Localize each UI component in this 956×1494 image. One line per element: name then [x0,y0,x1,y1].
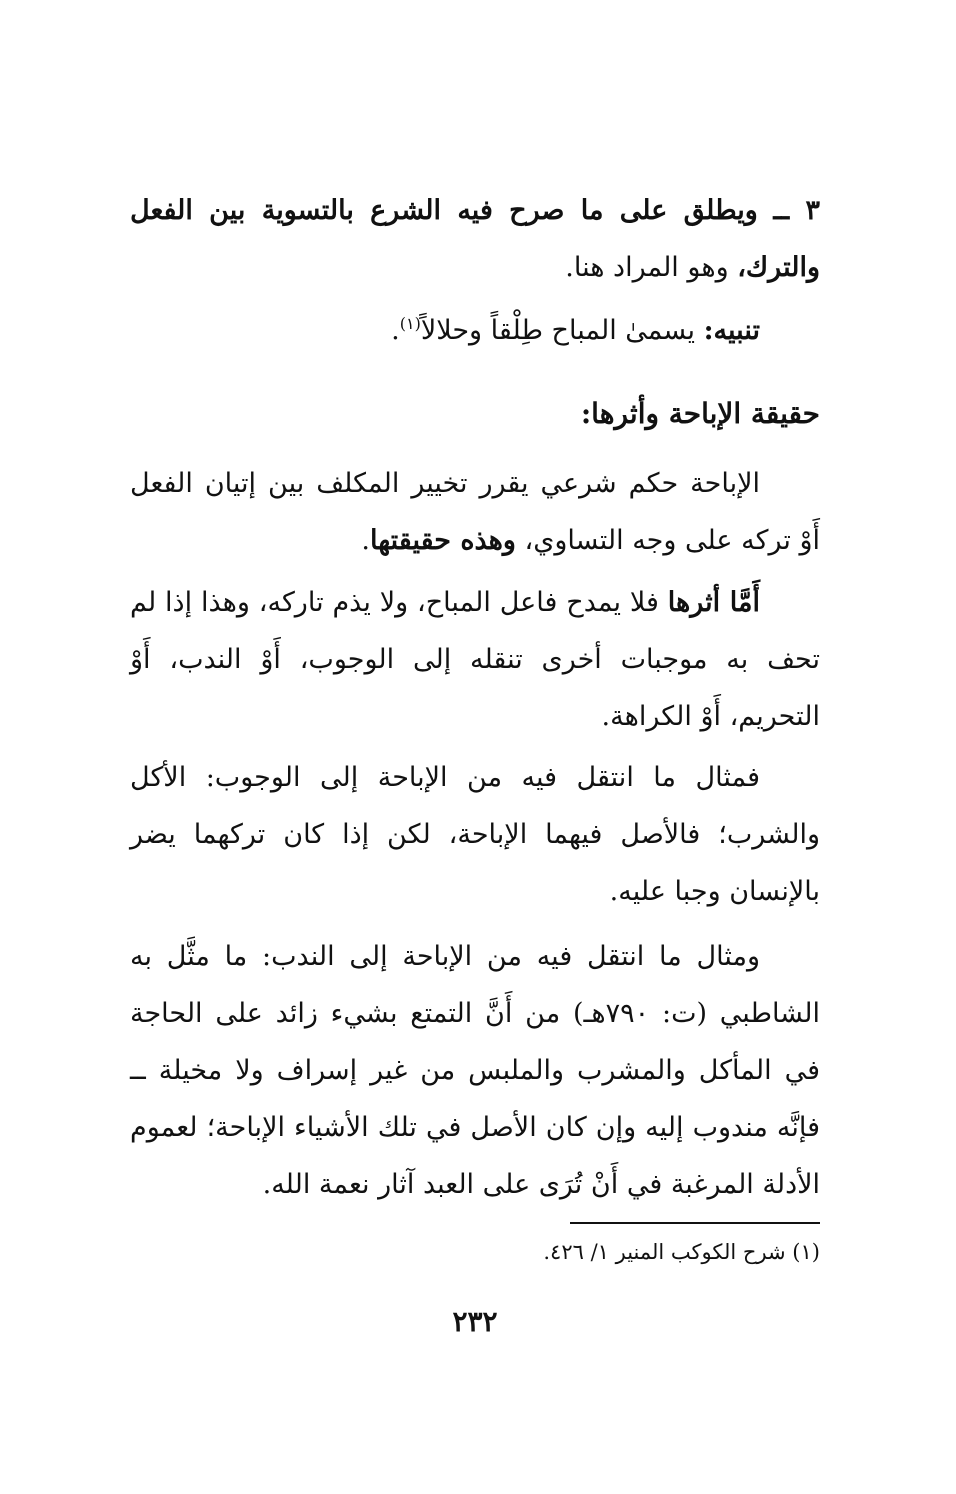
paragraph-definition [130,455,820,569]
item-3-bold-text: ويطلق على ما صرح فيه الشرع بالتسوية بين الفعل والترك، [130,195,820,283]
paragraph-effect-bold: أَمَّا أثرها [667,587,760,618]
note-end: . [391,315,400,346]
note-text: يسمىٰ المباح طِلْقاً وحلالاً [420,315,695,346]
page-number: ٢٣٢ [452,1305,498,1338]
footnote-divider [570,1222,820,1224]
note-label: تنبيه: [703,315,760,346]
footnote: (١) شرح الكوكب المنير ١/ ٤٢٦. [543,1240,820,1264]
section-heading: حقيقة الإباحة وأثرها: [580,397,820,430]
note-paragraph [130,302,820,359]
footnote-reference: (١) [399,314,421,333]
item-number: ٣ ــ [773,195,820,226]
item-3-paragraph [130,182,820,296]
item-3-text: وهو المراد هنا. [565,252,729,283]
paragraph-example-obligation: فمثال ما انتقل فيه من الإباحة إلى الوجوب: الأكل والشرب؛ فالأصل فيهما الإباحة، لكن إذا كان تركهما يضر بالإنسان وجبا عليه. [130,762,820,907]
paragraph-definition-bold: وهذه حقيقتها [369,525,516,556]
paragraph-effect-text: فلا يمدح فاعل المباح، ولا يذم تاركه، وهذا إذا لم تحف به موجبات أخرى تنقله إلى الوجوب، أَوْ الندب، أَوْ التحريم، أَوْ الكراهة. [130,587,820,732]
document-page [130,0,820,1494]
paragraph-definition-text: الإباحة حكم شرعي يقرر تخيير المكلف بين إتيان الفعل أَوْ تركه على وجه التساوي، [130,468,820,556]
paragraph-definition-end: . [361,525,370,556]
paragraph-effect [130,574,820,745]
paragraph-example-recommendation: ومثال ما انتقل فيه من الإباحة إلى الندب: ما مثَّل به الشاطبي (ت: ٧٩٠هـ) من أَنَّ التمتع بشيء زائد على الحاجة في المأكل والمشرب والملبس من غير إسراف ولا مخيلة ــ فإنَّه مندوب إليه وإن كان الأصل في تلك الأشياء الإباحة؛ لعموم الأدلة المرغبة في أَنْ تُرَى على العبد آثار نعمة الله. [130,941,820,1200]
